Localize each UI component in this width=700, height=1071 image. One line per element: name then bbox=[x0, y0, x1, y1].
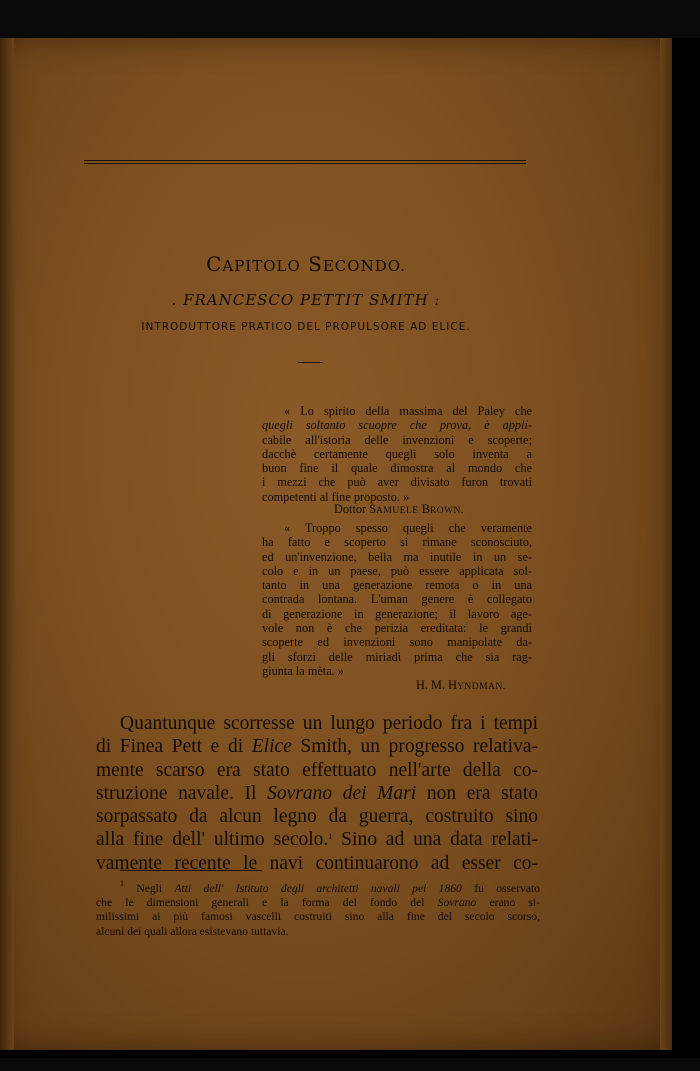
body-line bbox=[96, 828, 538, 851]
page-left-edge bbox=[0, 38, 14, 1050]
epigraph-2-line: « Troppo spesso quegli che veramente bbox=[284, 521, 532, 535]
footnote-rule bbox=[120, 870, 262, 871]
epigraph-1-line-text: quegli soltanto scuopre che prova, è appli- bbox=[262, 418, 532, 433]
attribution-rest: ROWN. bbox=[429, 506, 464, 516]
epigraph-2-line: vole non è che perizia ereditata: le grandi bbox=[262, 621, 532, 636]
epigraph-2-line: contrada lontana. L'uman genere è collegato bbox=[262, 592, 532, 607]
attribution-prefix: Dottor bbox=[334, 502, 370, 516]
epigraph-2-line: gli sforzi delle miriadi prima che sia rag- bbox=[262, 649, 532, 664]
epigraph-1 bbox=[262, 404, 532, 504]
footnote-line: milissimi ai più famosi vascelli costruiti sino alla fine del secolo scorso, bbox=[96, 910, 540, 924]
body-line: sorpassato da alcun legno da guerra, costruito sino bbox=[96, 806, 538, 828]
footnote-line-text: Negli bbox=[124, 882, 175, 895]
attribution-initial: S bbox=[369, 502, 377, 516]
footnote-line bbox=[120, 879, 540, 896]
body-line-text: Quantunque scorresse un lungo periodo fra i tempi bbox=[120, 713, 538, 734]
footnote-line-text: fu osservato bbox=[461, 882, 540, 895]
chapter-title-word1-rest: APITOLO bbox=[222, 257, 301, 275]
epigraph-2 bbox=[262, 521, 532, 678]
chapter-description: INTRODUTTORE PRATICO DEL PROPULSORE AD ELICE. bbox=[141, 321, 471, 333]
epigraph-1-line: dacchè certamente quegli solo inventa a bbox=[262, 446, 532, 461]
epigraph-2-attribution bbox=[416, 678, 506, 694]
body-line-text: Smith, un progresso relativa- bbox=[291, 736, 539, 758]
epigraph-1-line: cabile all'istoria delle invenzioni e scoperte; bbox=[262, 432, 532, 447]
body-line-emphasis: Sovrano dei Mari bbox=[267, 782, 417, 804]
body-line: mente scarso era stato effettuato nell'arte della co- bbox=[96, 759, 538, 781]
chapter-subtitle: . FRANCESCO PETTIT SMITH : bbox=[171, 291, 441, 309]
epigraph-2-line: tanto in una generazione remota o in una bbox=[262, 578, 532, 593]
body-text bbox=[96, 712, 539, 875]
body-line-text: di Finea Pett e di bbox=[96, 736, 252, 758]
body-line bbox=[120, 712, 538, 735]
body-line bbox=[96, 735, 538, 758]
epigraph-2-line: giunta la mèta. » bbox=[262, 663, 344, 678]
attribution-initial: B bbox=[421, 502, 430, 516]
body-line: vamente recente le navi continuarono ad esser co- bbox=[96, 852, 538, 874]
epigraph-1-line: competenti al fine proposto. » bbox=[262, 489, 410, 504]
epigraph-2-line: ha fatto e scoperto si rimane sconosciuto, bbox=[262, 535, 532, 550]
scanned-page-background bbox=[0, 38, 700, 1058]
body-line-text: Sino ad una data relati- bbox=[332, 829, 539, 851]
footnote bbox=[96, 879, 541, 939]
chapter-title-word1-initial: C bbox=[206, 252, 223, 276]
epigraph-1-line: buon fine il quale dimostra al mondo che bbox=[262, 461, 532, 476]
title-separator bbox=[298, 362, 322, 363]
epigraph-2-line: ed un'invenzione, bella ma inutile in un se- bbox=[262, 549, 532, 564]
footnote-marker: 1 bbox=[328, 832, 333, 842]
body-line bbox=[96, 782, 538, 805]
epigraph-1-line bbox=[262, 418, 532, 432]
chapter-title bbox=[0, 252, 612, 276]
footnote-line-text: che le dimensioni generali e la forma del fondo del bbox=[96, 896, 438, 910]
header-rule-top bbox=[84, 160, 526, 161]
footnote-number: 1 bbox=[120, 879, 124, 888]
chapter-title-word2-initial: S bbox=[308, 252, 323, 276]
epigraph-2-line: colo e in un paese, può essere applicata sol- bbox=[262, 563, 532, 578]
epigraph-1-attribution bbox=[334, 502, 464, 518]
epigraph-2-line: di generazione in generazione; il lavoro age- bbox=[262, 606, 532, 621]
body-line-text: struzione navale. Il bbox=[96, 782, 268, 804]
footnote-emphasis: Sovrano bbox=[437, 896, 477, 910]
footnote-line bbox=[96, 896, 540, 910]
footnote-emphasis: Atti dell' Istituto degli architetti navali pel 1860 bbox=[174, 882, 462, 895]
attribution-rest: AMUELE bbox=[376, 506, 419, 516]
body-line-text: alla fine dell' ultimo secolo. bbox=[96, 829, 329, 851]
footnote-line-text: erano si- bbox=[476, 896, 541, 910]
chapter-title-word2-rest: ECONDO. bbox=[322, 257, 406, 275]
attribution-prefix: H. M. bbox=[416, 678, 449, 692]
page-right-edge bbox=[660, 38, 672, 1050]
body-line-emphasis: Elice bbox=[251, 736, 292, 758]
attribution-rest: YNDMAN. bbox=[457, 682, 506, 692]
body-line-text: non era stato bbox=[416, 782, 538, 804]
epigraph-2-line: scoperte ed invenzioni sono manipolate da- bbox=[262, 635, 532, 650]
book-page bbox=[0, 38, 672, 1050]
header-rule-bottom bbox=[84, 163, 526, 164]
epigraph-1-line: i mezzi che può aver divisato furon trovati bbox=[262, 475, 532, 490]
footnote-line: alcuni dei quali allora esistevano tuttavia. bbox=[96, 924, 289, 938]
attribution-initial: H bbox=[448, 678, 458, 692]
epigraph-1-line: « Lo spirito della massima del Paley che bbox=[284, 404, 532, 418]
